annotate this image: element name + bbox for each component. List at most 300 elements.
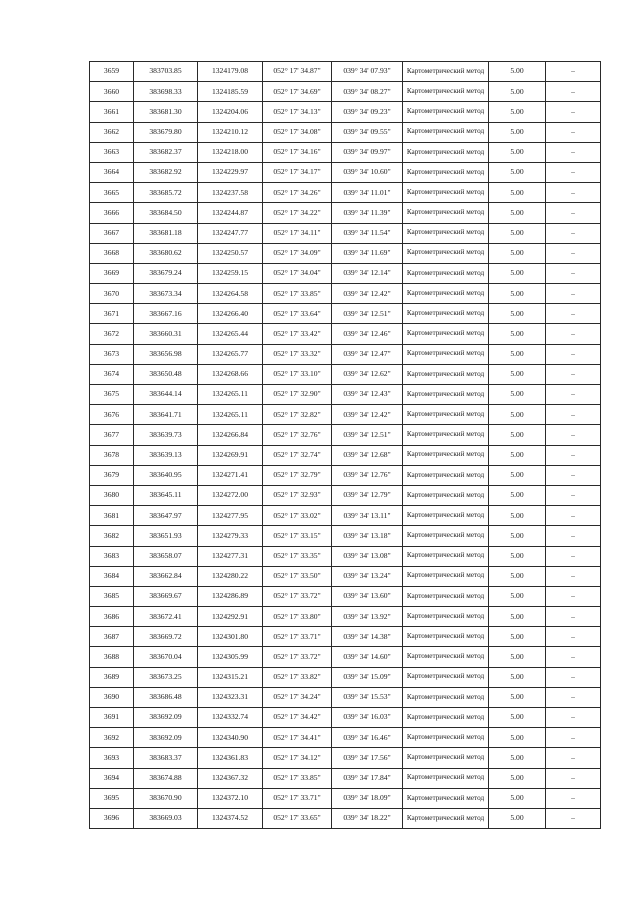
accuracy-cell: 5.00 [489, 627, 546, 647]
method-cell: Картометрический метод [403, 627, 489, 647]
y-coordinate-cell: 1324323.31 [198, 687, 263, 707]
y-coordinate-cell: 1324272.00 [198, 485, 263, 505]
y-coordinate-cell: 1324277.31 [198, 546, 263, 566]
y-coordinate-cell: 1324244.87 [198, 203, 263, 223]
latitude-cell: 052° 17' 34.41" [263, 728, 332, 748]
point-number-cell: 3692 [90, 728, 134, 748]
longitude-cell: 039° 34' 09.23" [332, 102, 403, 122]
point-number-cell: 3668 [90, 243, 134, 263]
point-number-cell: 3663 [90, 142, 134, 162]
accuracy-cell: 5.00 [489, 284, 546, 304]
latitude-cell: 052° 17' 33.72" [263, 647, 332, 667]
accuracy-cell: 5.00 [489, 62, 546, 82]
point-number-cell: 3678 [90, 445, 134, 465]
point-number-cell: 3682 [90, 526, 134, 546]
longitude-cell: 039° 34' 13.60" [332, 586, 403, 606]
x-coordinate-cell: 383662.84 [134, 566, 198, 586]
x-coordinate-cell: 383692.09 [134, 728, 198, 748]
accuracy-cell: 5.00 [489, 405, 546, 425]
point-number-cell: 3677 [90, 425, 134, 445]
y-coordinate-cell: 1324279.33 [198, 526, 263, 546]
latitude-cell: 052° 17' 33.85" [263, 284, 332, 304]
longitude-cell: 039° 34' 17.84" [332, 768, 403, 788]
x-coordinate-cell: 383639.73 [134, 425, 198, 445]
x-coordinate-cell: 383698.33 [134, 82, 198, 102]
method-cell: Картометрический метод [403, 62, 489, 82]
longitude-cell: 039° 34' 12.68" [332, 445, 403, 465]
longitude-cell: 039° 34' 13.11" [332, 506, 403, 526]
note-cell: – [546, 627, 601, 647]
y-coordinate-cell: 1324361.83 [198, 748, 263, 768]
note-cell: – [546, 586, 601, 606]
y-coordinate-cell: 1324265.11 [198, 385, 263, 405]
note-cell: – [546, 102, 601, 122]
note-cell: – [546, 667, 601, 687]
accuracy-cell: 5.00 [489, 728, 546, 748]
table-row [90, 627, 601, 647]
point-number-cell: 3688 [90, 647, 134, 667]
point-number-cell: 3672 [90, 324, 134, 344]
longitude-cell: 039° 34' 13.18" [332, 526, 403, 546]
latitude-cell: 052° 17' 33.42" [263, 324, 332, 344]
method-cell: Картометрический метод [403, 566, 489, 586]
latitude-cell: 052° 17' 33.50" [263, 566, 332, 586]
x-coordinate-cell: 383680.62 [134, 243, 198, 263]
method-cell: Картометрический метод [403, 425, 489, 445]
method-cell: Картометрический метод [403, 728, 489, 748]
method-cell: Картометрический метод [403, 243, 489, 263]
longitude-cell: 039° 34' 12.62" [332, 364, 403, 384]
accuracy-cell: 5.00 [489, 344, 546, 364]
longitude-cell: 039° 34' 17.56" [332, 748, 403, 768]
latitude-cell: 052° 17' 33.02" [263, 506, 332, 526]
accuracy-cell: 5.00 [489, 445, 546, 465]
method-cell: Картометрический метод [403, 183, 489, 203]
table-row [90, 607, 601, 627]
table-row [90, 122, 601, 142]
y-coordinate-cell: 1324277.95 [198, 506, 263, 526]
method-cell: Картометрический метод [403, 607, 489, 627]
longitude-cell: 039° 34' 16.03" [332, 708, 403, 728]
latitude-cell: 052° 17' 34.04" [263, 263, 332, 283]
longitude-cell: 039° 34' 13.92" [332, 607, 403, 627]
y-coordinate-cell: 1324315.21 [198, 667, 263, 687]
y-coordinate-cell: 1324265.77 [198, 344, 263, 364]
method-cell: Картометрический метод [403, 344, 489, 364]
note-cell: – [546, 445, 601, 465]
accuracy-cell: 5.00 [489, 667, 546, 687]
accuracy-cell: 5.00 [489, 122, 546, 142]
coordinates-table [89, 61, 601, 829]
latitude-cell: 052° 17' 33.71" [263, 627, 332, 647]
latitude-cell: 052° 17' 33.82" [263, 667, 332, 687]
x-coordinate-cell: 383682.37 [134, 142, 198, 162]
x-coordinate-cell: 383684.50 [134, 203, 198, 223]
point-number-cell: 3661 [90, 102, 134, 122]
note-cell: – [546, 183, 601, 203]
latitude-cell: 052° 17' 32.82" [263, 405, 332, 425]
longitude-cell: 039° 34' 12.79" [332, 485, 403, 505]
y-coordinate-cell: 1324218.00 [198, 142, 263, 162]
latitude-cell: 052° 17' 33.64" [263, 304, 332, 324]
accuracy-cell: 5.00 [489, 203, 546, 223]
note-cell: – [546, 768, 601, 788]
table-row [90, 485, 601, 505]
method-cell: Картометрический метод [403, 788, 489, 808]
method-cell: Картометрический метод [403, 506, 489, 526]
latitude-cell: 052° 17' 33.32" [263, 344, 332, 364]
accuracy-cell: 5.00 [489, 142, 546, 162]
longitude-cell: 039° 34' 11.01" [332, 183, 403, 203]
longitude-cell: 039° 34' 13.24" [332, 566, 403, 586]
method-cell: Картометрический метод [403, 526, 489, 546]
note-cell: – [546, 142, 601, 162]
y-coordinate-cell: 1324269.91 [198, 445, 263, 465]
point-number-cell: 3681 [90, 506, 134, 526]
longitude-cell: 039° 34' 12.51" [332, 304, 403, 324]
latitude-cell: 052° 17' 33.80" [263, 607, 332, 627]
method-cell: Картометрический метод [403, 162, 489, 182]
x-coordinate-cell: 383650.48 [134, 364, 198, 384]
note-cell: – [546, 203, 601, 223]
point-number-cell: 3690 [90, 687, 134, 707]
accuracy-cell: 5.00 [489, 243, 546, 263]
longitude-cell: 039° 34' 14.60" [332, 647, 403, 667]
longitude-cell: 039° 34' 11.69" [332, 243, 403, 263]
point-number-cell: 3679 [90, 465, 134, 485]
latitude-cell: 052° 17' 33.72" [263, 586, 332, 606]
longitude-cell: 039° 34' 16.46" [332, 728, 403, 748]
latitude-cell: 052° 17' 34.11" [263, 223, 332, 243]
longitude-cell: 039° 34' 09.97" [332, 142, 403, 162]
point-number-cell: 3660 [90, 82, 134, 102]
y-coordinate-cell: 1324237.58 [198, 183, 263, 203]
x-coordinate-cell: 383679.24 [134, 263, 198, 283]
accuracy-cell: 5.00 [489, 364, 546, 384]
accuracy-cell: 5.00 [489, 162, 546, 182]
x-coordinate-cell: 383660.31 [134, 324, 198, 344]
x-coordinate-cell: 383670.04 [134, 647, 198, 667]
table-row [90, 748, 601, 768]
latitude-cell: 052° 17' 33.65" [263, 808, 332, 828]
method-cell: Картометрический метод [403, 586, 489, 606]
accuracy-cell: 5.00 [489, 647, 546, 667]
longitude-cell: 039° 34' 12.42" [332, 405, 403, 425]
longitude-cell: 039° 34' 11.54" [332, 223, 403, 243]
point-number-cell: 3691 [90, 708, 134, 728]
accuracy-cell: 5.00 [489, 102, 546, 122]
y-coordinate-cell: 1324247.77 [198, 223, 263, 243]
point-number-cell: 3666 [90, 203, 134, 223]
y-coordinate-cell: 1324259.15 [198, 263, 263, 283]
accuracy-cell: 5.00 [489, 586, 546, 606]
latitude-cell: 052° 17' 34.08" [263, 122, 332, 142]
table-row [90, 223, 601, 243]
note-cell: – [546, 82, 601, 102]
x-coordinate-cell: 383651.93 [134, 526, 198, 546]
table-row [90, 687, 601, 707]
y-coordinate-cell: 1324266.84 [198, 425, 263, 445]
note-cell: – [546, 607, 601, 627]
point-number-cell: 3680 [90, 485, 134, 505]
y-coordinate-cell: 1324305.99 [198, 647, 263, 667]
y-coordinate-cell: 1324332.74 [198, 708, 263, 728]
y-coordinate-cell: 1324286.89 [198, 586, 263, 606]
longitude-cell: 039° 34' 12.51" [332, 425, 403, 445]
x-coordinate-cell: 383703.85 [134, 62, 198, 82]
accuracy-cell: 5.00 [489, 324, 546, 344]
latitude-cell: 052° 17' 32.76" [263, 425, 332, 445]
latitude-cell: 052° 17' 34.17" [263, 162, 332, 182]
note-cell: – [546, 385, 601, 405]
x-coordinate-cell: 383640.95 [134, 465, 198, 485]
point-number-cell: 3674 [90, 364, 134, 384]
table-row [90, 566, 601, 586]
x-coordinate-cell: 383644.14 [134, 385, 198, 405]
method-cell: Картометрический метод [403, 708, 489, 728]
method-cell: Картометрический метод [403, 465, 489, 485]
table-row [90, 162, 601, 182]
latitude-cell: 052° 17' 33.85" [263, 768, 332, 788]
y-coordinate-cell: 1324280.22 [198, 566, 263, 586]
note-cell: – [546, 223, 601, 243]
longitude-cell: 039° 34' 12.47" [332, 344, 403, 364]
table-body [90, 62, 601, 829]
accuracy-cell: 5.00 [489, 506, 546, 526]
x-coordinate-cell: 383639.13 [134, 445, 198, 465]
point-number-cell: 3695 [90, 788, 134, 808]
note-cell: – [546, 808, 601, 828]
y-coordinate-cell: 1324374.52 [198, 808, 263, 828]
longitude-cell: 039° 34' 18.22" [332, 808, 403, 828]
y-coordinate-cell: 1324265.44 [198, 324, 263, 344]
longitude-cell: 039° 34' 12.14" [332, 263, 403, 283]
accuracy-cell: 5.00 [489, 687, 546, 707]
x-coordinate-cell: 383658.07 [134, 546, 198, 566]
table-row [90, 364, 601, 384]
point-number-cell: 3670 [90, 284, 134, 304]
x-coordinate-cell: 383685.72 [134, 183, 198, 203]
note-cell: – [546, 304, 601, 324]
table-row [90, 102, 601, 122]
accuracy-cell: 5.00 [489, 526, 546, 546]
x-coordinate-cell: 383670.90 [134, 788, 198, 808]
method-cell: Картометрический метод [403, 223, 489, 243]
longitude-cell: 039° 34' 09.55" [332, 122, 403, 142]
x-coordinate-cell: 383656.98 [134, 344, 198, 364]
accuracy-cell: 5.00 [489, 263, 546, 283]
method-cell: Картометрический метод [403, 385, 489, 405]
method-cell: Картометрический метод [403, 122, 489, 142]
latitude-cell: 052° 17' 33.35" [263, 546, 332, 566]
method-cell: Картометрический метод [403, 647, 489, 667]
note-cell: – [546, 728, 601, 748]
table-row [90, 304, 601, 324]
note-cell: – [546, 243, 601, 263]
longitude-cell: 039° 34' 14.38" [332, 627, 403, 647]
table-row [90, 183, 601, 203]
point-number-cell: 3689 [90, 667, 134, 687]
point-number-cell: 3665 [90, 183, 134, 203]
note-cell: – [546, 748, 601, 768]
note-cell: – [546, 526, 601, 546]
table-row [90, 768, 601, 788]
y-coordinate-cell: 1324250.57 [198, 243, 263, 263]
y-coordinate-cell: 1324367.32 [198, 768, 263, 788]
latitude-cell: 052° 17' 34.22" [263, 203, 332, 223]
note-cell: – [546, 687, 601, 707]
longitude-cell: 039° 34' 11.39" [332, 203, 403, 223]
x-coordinate-cell: 383692.09 [134, 708, 198, 728]
note-cell: – [546, 263, 601, 283]
note-cell: – [546, 284, 601, 304]
table-row [90, 324, 601, 344]
x-coordinate-cell: 383686.48 [134, 687, 198, 707]
method-cell: Картометрический метод [403, 445, 489, 465]
table-row [90, 728, 601, 748]
point-number-cell: 3675 [90, 385, 134, 405]
latitude-cell: 052° 17' 33.15" [263, 526, 332, 546]
x-coordinate-cell: 383681.30 [134, 102, 198, 122]
longitude-cell: 039° 34' 07.93" [332, 62, 403, 82]
note-cell: – [546, 162, 601, 182]
note-cell: – [546, 708, 601, 728]
method-cell: Картометрический метод [403, 284, 489, 304]
table-row [90, 263, 601, 283]
method-cell: Картометрический метод [403, 546, 489, 566]
longitude-cell: 039° 34' 15.09" [332, 667, 403, 687]
point-number-cell: 3686 [90, 607, 134, 627]
method-cell: Картометрический метод [403, 82, 489, 102]
x-coordinate-cell: 383673.25 [134, 667, 198, 687]
point-number-cell: 3662 [90, 122, 134, 142]
longitude-cell: 039° 34' 18.09" [332, 788, 403, 808]
latitude-cell: 052° 17' 32.79" [263, 465, 332, 485]
note-cell: – [546, 546, 601, 566]
point-number-cell: 3696 [90, 808, 134, 828]
accuracy-cell: 5.00 [489, 485, 546, 505]
note-cell: – [546, 566, 601, 586]
method-cell: Картометрический метод [403, 364, 489, 384]
point-number-cell: 3694 [90, 768, 134, 788]
y-coordinate-cell: 1324265.11 [198, 405, 263, 425]
latitude-cell: 052° 17' 34.26" [263, 183, 332, 203]
latitude-cell: 052° 17' 34.87" [263, 62, 332, 82]
method-cell: Картометрический метод [403, 748, 489, 768]
note-cell: – [546, 647, 601, 667]
point-number-cell: 3684 [90, 566, 134, 586]
method-cell: Картометрический метод [403, 102, 489, 122]
point-number-cell: 3659 [90, 62, 134, 82]
method-cell: Картометрический метод [403, 324, 489, 344]
x-coordinate-cell: 383673.34 [134, 284, 198, 304]
point-number-cell: 3664 [90, 162, 134, 182]
note-cell: – [546, 788, 601, 808]
x-coordinate-cell: 383647.97 [134, 506, 198, 526]
table-row [90, 385, 601, 405]
y-coordinate-cell: 1324266.40 [198, 304, 263, 324]
note-cell: – [546, 122, 601, 142]
accuracy-cell: 5.00 [489, 768, 546, 788]
method-cell: Картометрический метод [403, 142, 489, 162]
note-cell: – [546, 506, 601, 526]
x-coordinate-cell: 383683.37 [134, 748, 198, 768]
note-cell: – [546, 364, 601, 384]
longitude-cell: 039° 34' 13.08" [332, 546, 403, 566]
note-cell: – [546, 425, 601, 445]
accuracy-cell: 5.00 [489, 607, 546, 627]
y-coordinate-cell: 1324268.66 [198, 364, 263, 384]
longitude-cell: 039° 34' 08.27" [332, 82, 403, 102]
table-row [90, 546, 601, 566]
table-row [90, 203, 601, 223]
accuracy-cell: 5.00 [489, 788, 546, 808]
point-number-cell: 3669 [90, 263, 134, 283]
table-row [90, 708, 601, 728]
latitude-cell: 052° 17' 32.90" [263, 385, 332, 405]
y-coordinate-cell: 1324301.80 [198, 627, 263, 647]
x-coordinate-cell: 383641.71 [134, 405, 198, 425]
latitude-cell: 052° 17' 34.16" [263, 142, 332, 162]
accuracy-cell: 5.00 [489, 223, 546, 243]
x-coordinate-cell: 383669.72 [134, 627, 198, 647]
y-coordinate-cell: 1324179.08 [198, 62, 263, 82]
note-cell: – [546, 344, 601, 364]
point-number-cell: 3671 [90, 304, 134, 324]
table-row [90, 667, 601, 687]
table-row [90, 788, 601, 808]
latitude-cell: 052° 17' 34.24" [263, 687, 332, 707]
table-row [90, 506, 601, 526]
accuracy-cell: 5.00 [489, 748, 546, 768]
point-number-cell: 3687 [90, 627, 134, 647]
longitude-cell: 039° 34' 12.46" [332, 324, 403, 344]
point-number-cell: 3683 [90, 546, 134, 566]
accuracy-cell: 5.00 [489, 385, 546, 405]
accuracy-cell: 5.00 [489, 566, 546, 586]
note-cell: – [546, 485, 601, 505]
x-coordinate-cell: 383669.67 [134, 586, 198, 606]
method-cell: Картометрический метод [403, 667, 489, 687]
method-cell: Картометрический метод [403, 808, 489, 828]
accuracy-cell: 5.00 [489, 708, 546, 728]
note-cell: – [546, 324, 601, 344]
point-number-cell: 3676 [90, 405, 134, 425]
table-row [90, 82, 601, 102]
longitude-cell: 039° 34' 10.60" [332, 162, 403, 182]
point-number-cell: 3685 [90, 586, 134, 606]
x-coordinate-cell: 383679.80 [134, 122, 198, 142]
y-coordinate-cell: 1324229.97 [198, 162, 263, 182]
note-cell: – [546, 405, 601, 425]
accuracy-cell: 5.00 [489, 546, 546, 566]
table-row [90, 445, 601, 465]
latitude-cell: 052° 17' 34.69" [263, 82, 332, 102]
method-cell: Картометрический метод [403, 203, 489, 223]
table-row [90, 62, 601, 82]
accuracy-cell: 5.00 [489, 425, 546, 445]
x-coordinate-cell: 383682.92 [134, 162, 198, 182]
y-coordinate-cell: 1324340.90 [198, 728, 263, 748]
method-cell: Картометрический метод [403, 405, 489, 425]
latitude-cell: 052° 17' 34.09" [263, 243, 332, 263]
y-coordinate-cell: 1324292.91 [198, 607, 263, 627]
table-row [90, 425, 601, 445]
method-cell: Картометрический метод [403, 485, 489, 505]
accuracy-cell: 5.00 [489, 183, 546, 203]
table-row [90, 526, 601, 546]
accuracy-cell: 5.00 [489, 808, 546, 828]
